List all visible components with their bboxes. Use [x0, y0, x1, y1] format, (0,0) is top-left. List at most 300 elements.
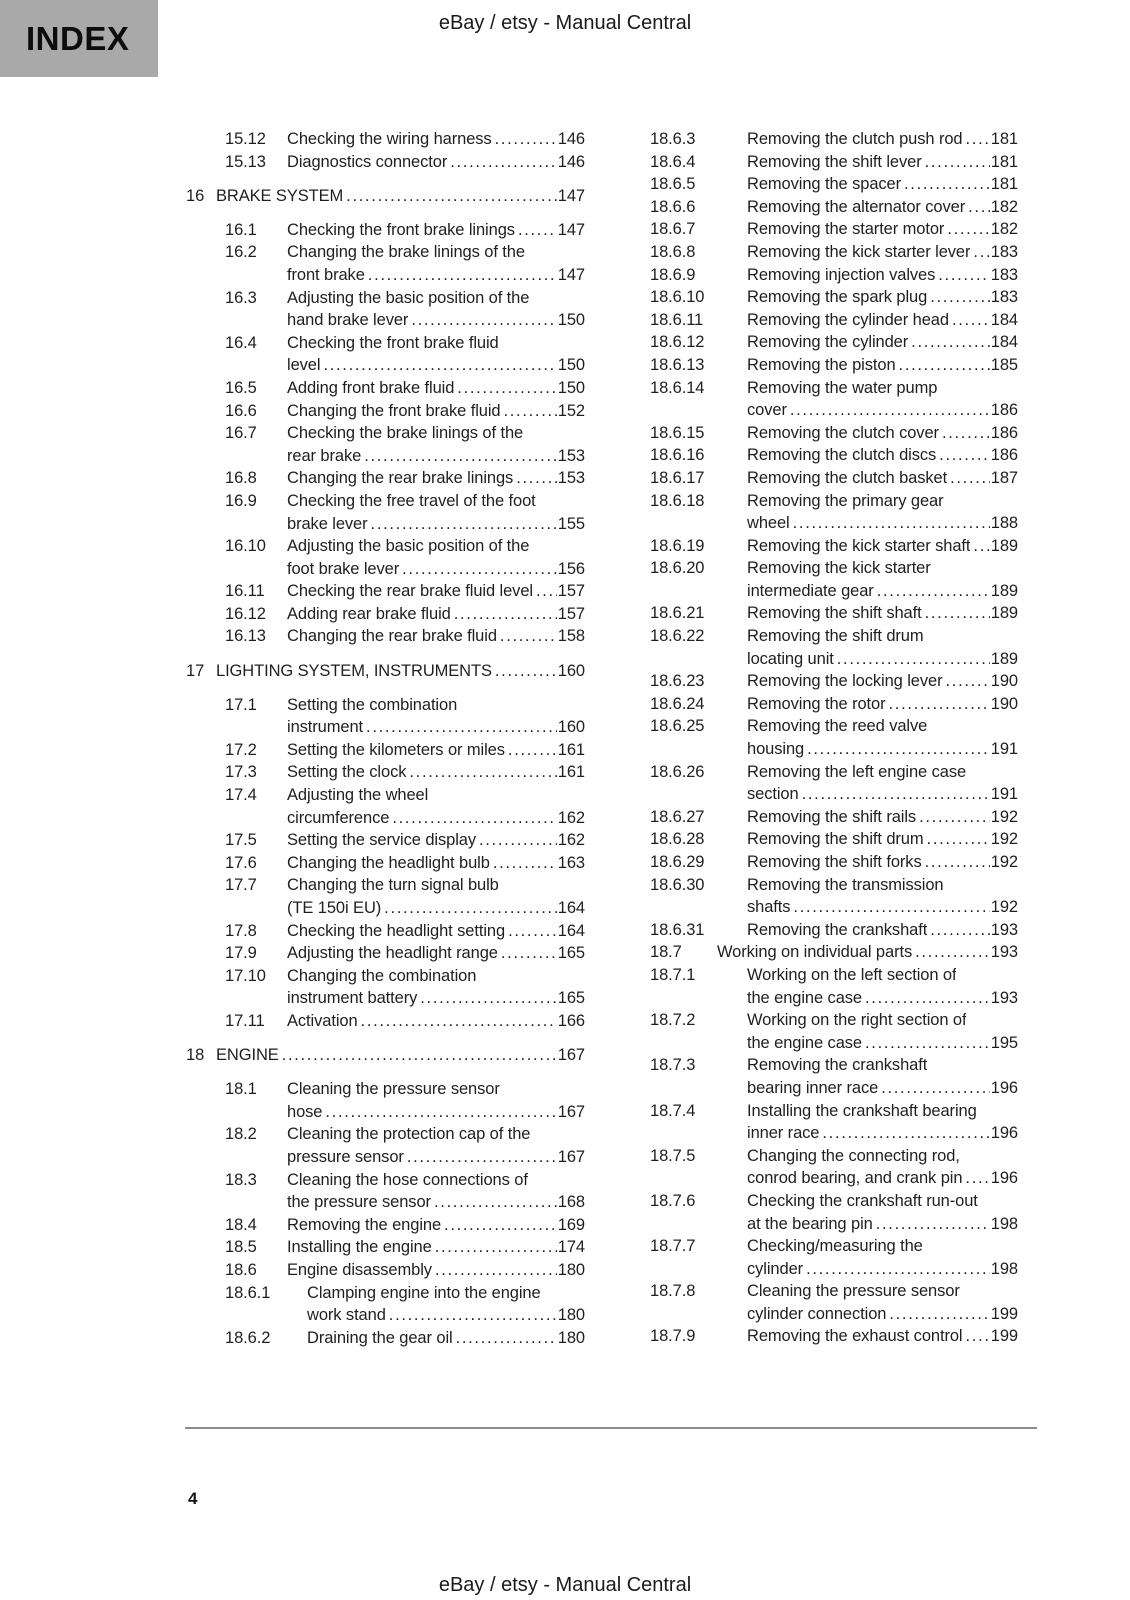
toc-entry-17.6 [225, 852, 585, 875]
dot-leader [878, 1077, 990, 1100]
toc-entry-18.6.29 [650, 851, 1018, 874]
toc-entry-number: 18.7.7 [650, 1237, 696, 1256]
toc-entry-16.8 [225, 467, 585, 490]
toc-entry-line [287, 1214, 585, 1237]
toc-entry-title: Removing the cylinder [747, 333, 909, 352]
toc-entry-title: Working on the left section of [747, 965, 957, 984]
footer-page-number: 4 [188, 1489, 198, 1508]
toc-entry-line [747, 919, 1018, 942]
toc-entry-body [747, 602, 1018, 625]
toc-entry-line [287, 354, 585, 377]
toc-entry-page: 160 [557, 718, 585, 737]
toc-entry-title: Setting the kilometers or miles [287, 740, 505, 759]
toc-entry-18.6.16 [650, 444, 1018, 467]
toc-entry-number: 18.6.17 [650, 468, 705, 487]
dot-leader [834, 648, 990, 671]
toc-entry-title: section [747, 785, 799, 804]
toc-entry-18.6.22 [650, 625, 1018, 670]
toc-entry-title: Setting the combination [287, 695, 458, 714]
toc-entry-number: 17.6 [225, 853, 257, 872]
toc-entry-title: Adding front brake fluid [287, 378, 455, 397]
toc-entry-page: 195 [990, 1033, 1018, 1052]
toc-entry-body [747, 1054, 1018, 1099]
toc-entry-title: Engine disassembly [287, 1260, 432, 1279]
toc-entry-number: 16 [186, 186, 205, 205]
toc-entry-title: Clamping engine into the engine [307, 1283, 541, 1302]
toc-entry-title: Removing the clutch cover [747, 423, 939, 442]
toc-entry-body [287, 400, 585, 423]
toc-entry-title: Removing the cylinder head [747, 310, 949, 329]
toc-entry-line [747, 580, 1018, 603]
toc-entry-number: 18 [186, 1046, 205, 1065]
toc-entry-title: Removing the spacer [747, 175, 902, 194]
dot-leader [896, 354, 990, 377]
toc-entry-18.6.30 [650, 874, 1018, 919]
toc-entry-17.11 [225, 1010, 585, 1033]
toc-entry-line [747, 377, 1018, 400]
toc-entry-body [287, 580, 585, 603]
toc-entry-title: Removing the kick starter [747, 559, 931, 578]
toc-entry-page: 187 [990, 468, 1018, 487]
dot-leader [365, 264, 557, 287]
dot-leader [476, 829, 557, 852]
toc-entry-title: inner race [747, 1124, 820, 1143]
dot-leader [505, 920, 557, 943]
toc-entry-number: 17 [186, 661, 205, 680]
toc-entry-line [287, 332, 585, 355]
toc-entry-17.1 [225, 694, 585, 739]
toc-entry-line [747, 512, 1018, 535]
toc-entry-18.7.6 [650, 1190, 1018, 1235]
toc-entry-line [747, 1009, 1018, 1032]
toc-entry-title: foot brake lever [287, 559, 400, 578]
toc-entry-number: 18.6.15 [650, 423, 705, 442]
toc-entry-18.6.4 [650, 151, 1018, 174]
toc-entry-16.10 [225, 535, 585, 580]
toc-entry-body [216, 1044, 585, 1067]
toc-entry-body [747, 1190, 1018, 1235]
toc-entry-line [287, 128, 585, 151]
toc-entry-line [747, 264, 1018, 287]
toc-entry-16.12 [225, 603, 585, 626]
toc-entry-page: 147 [557, 265, 585, 284]
toc-entry-number: 17.10 [225, 966, 266, 985]
dot-leader [935, 264, 990, 287]
toc-entry-page: 167 [557, 1046, 585, 1065]
toc-entry-page: 150 [557, 311, 585, 330]
toc-entry-line [747, 309, 1018, 332]
toc-entry-body [747, 173, 1018, 196]
toc-entry-page: 167 [557, 1147, 585, 1166]
toc-entry-title: Removing the clutch discs [747, 446, 937, 465]
toc-entry-page: 180 [557, 1260, 585, 1279]
toc-entry-title: intermediate gear [747, 581, 874, 600]
toc-entry-title: Setting the service display [287, 831, 476, 850]
toc-entry-18.4 [225, 1214, 585, 1237]
toc-entry-title: (TE 150i EU) [287, 899, 382, 917]
toc-entry-title: Removing the transmission [747, 875, 944, 894]
dot-leader [943, 670, 991, 693]
toc-entry-page: 183 [990, 265, 1018, 284]
dot-leader [939, 422, 990, 445]
toc-entry-page: 168 [557, 1193, 585, 1212]
toc-entry-16.13 [225, 625, 585, 648]
toc-entry-body [747, 286, 1018, 309]
toc-entry-number: 16.7 [225, 424, 257, 443]
toc-entry-body [747, 1325, 1018, 1348]
dot-leader [368, 513, 557, 536]
toc-entry-title: Removing the shift lever [747, 152, 922, 171]
toc-entry-line [747, 286, 1018, 309]
toc-entry-page: 161 [557, 740, 585, 759]
toc-entry-line [717, 941, 1018, 964]
toc-entry-title: Installing the engine [287, 1238, 432, 1257]
toc-entry-body [747, 467, 1018, 490]
toc-entry-title: the engine case [747, 1033, 863, 1052]
toc-entry-body [747, 964, 1018, 1009]
toc-entry-number: 18.6.16 [650, 446, 705, 465]
toc-entry-title: Draining the gear oil [307, 1328, 453, 1347]
toc-entry-18.6.11 [650, 309, 1018, 332]
toc-entry-page: 186 [990, 423, 1018, 442]
toc-entry-body [747, 218, 1018, 241]
toc-entry-page: 152 [557, 401, 585, 420]
toc-entry-line [747, 1325, 1018, 1348]
dot-leader [406, 761, 557, 784]
toc-entry-line [747, 399, 1018, 422]
dot-leader [441, 1214, 557, 1237]
toc-entry-title: shafts [747, 898, 791, 917]
toc-entry-line [287, 1191, 585, 1214]
toc-entry-number: 17.4 [225, 786, 257, 805]
toc-entry-body [307, 1282, 585, 1327]
toc-entry-number: 16.2 [225, 243, 257, 262]
toc-entry-17.4 [225, 784, 585, 829]
toc-entry-body [747, 241, 1018, 264]
toc-entry-number: 18.6.6 [650, 197, 696, 216]
toc-entry-line [747, 241, 1018, 264]
toc-entry-line [747, 490, 1018, 513]
toc-entry-15.13 [225, 151, 585, 174]
toc-entry-number: 16.13 [225, 627, 266, 646]
toc-entry-line [747, 964, 1018, 987]
dot-leader [873, 1213, 990, 1236]
toc-entry-line [747, 806, 1018, 829]
toc-entry-number: 18.7.9 [650, 1327, 696, 1346]
toc-entry-18.6.1 [225, 1282, 585, 1327]
toc-entry-title: Removing the shift shaft [747, 604, 922, 623]
toc-entry-line [287, 603, 585, 626]
dot-leader [322, 1101, 557, 1124]
toc-entry-body [287, 1214, 585, 1237]
dot-leader [908, 331, 990, 354]
toc-entry-body [287, 1259, 585, 1282]
toc-entry-number: 15.12 [225, 130, 266, 148]
dot-leader [358, 1010, 557, 1033]
toc-entry-line [287, 761, 585, 784]
toc-entry-title: cylinder [747, 1259, 804, 1278]
toc-entry-number: 18.7.2 [650, 1011, 696, 1030]
dot-leader [515, 219, 557, 242]
toc-entry-18.6.8 [650, 241, 1018, 264]
toc-entry-number: 15.13 [225, 152, 266, 171]
dot-leader [804, 738, 990, 761]
toc-entry-title: the pressure sensor [287, 1193, 431, 1212]
dot-leader [386, 1304, 557, 1327]
toc-entry-line [747, 1167, 1018, 1190]
toc-entry-number: 16.8 [225, 469, 257, 488]
toc-entry-body [287, 151, 585, 174]
dot-leader [451, 603, 557, 626]
toc-entry-body [287, 128, 585, 151]
toc-entry-line [287, 309, 585, 332]
toc-entry-number: 18.6.20 [650, 559, 705, 578]
toc-entry-page: 181 [990, 130, 1018, 148]
toc-entry-body [287, 287, 585, 332]
toc-entry-page: 189 [990, 581, 1018, 600]
toc-entry-16.9 [225, 490, 585, 535]
toc-entry-title: Setting the clock [287, 763, 407, 782]
dot-leader [886, 693, 990, 716]
toc-entry-number: 18.7.3 [650, 1056, 696, 1075]
toc-entry-body [287, 829, 585, 852]
dot-leader [381, 897, 557, 920]
toc-entry-body [287, 1123, 585, 1168]
toc-entry-page: 157 [557, 582, 585, 601]
toc-entry-title: front brake [287, 265, 365, 284]
toc-entry-number: 18.7.5 [650, 1146, 696, 1165]
dot-leader [320, 354, 557, 377]
toc-entry-title: Removing the rotor [747, 694, 886, 713]
toc-entry-title: Adjusting the basic position of the [287, 537, 530, 556]
toc-entry-18.6.23 [650, 670, 1018, 693]
toc-entry-page: 196 [990, 1124, 1018, 1143]
toc-entry-title: Removing the piston [747, 355, 896, 374]
toc-entry-18.7.3 [650, 1054, 1018, 1099]
toc-entry-number: 18.6.30 [650, 875, 705, 894]
toc-entry-line [287, 422, 585, 445]
toc-entry-line [747, 422, 1018, 445]
toc-entry-title: circumference [287, 808, 390, 827]
toc-entry-18.6.25 [650, 715, 1018, 760]
toc-entry-line [216, 185, 585, 208]
toc-entry-page: 161 [557, 763, 585, 782]
toc-entry-line [287, 287, 585, 310]
toc-entry-body [287, 625, 585, 648]
toc-entry-body [717, 941, 1018, 964]
toc-entry-line [747, 354, 1018, 377]
toc-entry-title: wheel [747, 514, 790, 533]
toc-entry-title: Changing the combination [287, 966, 477, 985]
toc-entry-title: hose [287, 1102, 323, 1121]
toc-entry-line [287, 829, 585, 852]
toc-entry-page: 196 [990, 1169, 1018, 1188]
toc-entry-line [747, 196, 1018, 219]
toc-entry-number: 18.6.28 [650, 830, 705, 849]
toc-entry-page: 164 [557, 899, 585, 917]
toc-entry-line [287, 264, 585, 287]
toc-entry-line [287, 1169, 585, 1192]
toc-entry-body [747, 535, 1018, 558]
toc-entry-title: Removing the clutch push rod [747, 130, 963, 148]
toc-entry-page: 192 [990, 853, 1018, 871]
toc-entry-body [287, 377, 585, 400]
toc-entry-number: 18.6.29 [650, 853, 705, 871]
toc-entry-title: Changing the brake linings of the [287, 243, 525, 262]
toc-entry-page: 191 [990, 785, 1018, 804]
toc-entry-line [747, 128, 1018, 151]
toc-entry-line [747, 1145, 1018, 1168]
toc-entry-line [287, 1010, 585, 1033]
toc-entry-page: 166 [557, 1011, 585, 1030]
toc-entry-page: 181 [990, 175, 1018, 194]
toc-entry-18.6.21 [650, 602, 1018, 625]
toc-entry-line [747, 896, 1018, 919]
toc-entry-number: 18.4 [225, 1215, 257, 1234]
toc-entry-title: Removing the left engine case [747, 762, 967, 781]
dot-leader [874, 580, 990, 603]
toc-entry-page: 155 [557, 514, 585, 533]
toc-entry-page: 193 [990, 943, 1018, 962]
toc-entry-body [747, 196, 1018, 219]
toc-entry-number: 18.6 [225, 1260, 257, 1279]
toc-entry-body [747, 625, 1018, 670]
toc-entry-line [747, 1190, 1018, 1213]
toc-entry-page: 192 [990, 807, 1018, 826]
toc-entry-line [747, 1213, 1018, 1236]
toc-entry-title: Checking the headlight setting [287, 921, 506, 940]
toc-entry-line [747, 1100, 1018, 1123]
toc-entry-title: Removing the exhaust control [747, 1327, 963, 1346]
dot-leader [787, 399, 990, 422]
toc-entry-line [287, 535, 585, 558]
toc-entry-title: hand brake lever [287, 311, 409, 330]
toc-entry-title: Adjusting the basic position of the [287, 288, 530, 307]
toc-entry-number: 18.6.12 [650, 333, 705, 352]
toc-entry-page: 188 [990, 514, 1018, 533]
dot-leader [947, 467, 990, 490]
toc-entry-16.6 [225, 400, 585, 423]
toc-entry-title: the engine case [747, 988, 863, 1007]
toc-entry-body [747, 806, 1018, 829]
toc-entry-line [287, 852, 585, 875]
toc-entry-title: LIGHTING SYSTEM, INSTRUMENTS [216, 661, 492, 680]
toc-entry-title: Removing the spark plug [747, 288, 928, 307]
toc-entry-body [287, 1010, 585, 1033]
toc-entry-16.3 [225, 287, 585, 332]
toc-entry-line [747, 851, 1018, 874]
toc-entry-page: 164 [557, 921, 585, 940]
toc-entry-line [307, 1327, 585, 1350]
toc-entry-number: 18.6.26 [650, 762, 705, 781]
toc-entry-number: 18.6.19 [650, 536, 705, 555]
toc-entry-line [747, 467, 1018, 490]
document-footer-title: eBay / etsy - Manual Central [438, 1574, 692, 1596]
toc-entry-18.6.5 [650, 173, 1018, 196]
toc-entry-page: 198 [990, 1214, 1018, 1233]
toc-entry-title: BRAKE SYSTEM [216, 186, 344, 205]
toc-entry-title: Checking the crankshaft run-out [747, 1191, 978, 1210]
toc-entry-number: 18.7.4 [650, 1101, 696, 1120]
dot-leader [389, 807, 557, 830]
dot-leader [862, 1032, 990, 1055]
toc-entry-page: 189 [990, 536, 1018, 555]
toc-entry-page: 165 [557, 989, 585, 1008]
toc-entry-line [747, 151, 1018, 174]
toc-entry-line [747, 1303, 1018, 1326]
dot-leader [924, 828, 990, 851]
toc-entry-16.1 [225, 219, 585, 242]
toc-entry-line [287, 513, 585, 536]
toc-entry-line [287, 694, 585, 717]
toc-entry-line [307, 1304, 585, 1327]
dot-leader [513, 467, 557, 490]
toc-entry-line [287, 920, 585, 943]
dot-leader [922, 851, 990, 874]
toc-entry-page: 182 [990, 220, 1018, 239]
dot-leader [963, 1325, 991, 1348]
toc-entry-body [287, 1169, 585, 1214]
toc-entry-line [287, 942, 585, 965]
toc-entry-title: Activation [287, 1011, 358, 1030]
toc-entry-body [747, 377, 1018, 422]
toc-entry-line [747, 874, 1018, 897]
toc-entry-line [747, 761, 1018, 784]
toc-entry-line [287, 467, 585, 490]
toc-entry-title: Removing the shift drum [747, 627, 924, 646]
toc-entry-line [287, 1146, 585, 1169]
toc-entry-page: 186 [990, 401, 1018, 420]
toc-entry-page: 157 [557, 604, 585, 623]
toc-entry-line [287, 625, 585, 648]
toc-entry-number: 17.5 [225, 831, 257, 850]
toc-entry-title: Adjusting the headlight range [287, 944, 498, 963]
dot-leader [949, 309, 990, 332]
toc-entry-16 [186, 185, 585, 208]
toc-entry-number: 17.2 [225, 740, 257, 759]
footer-divider [185, 1427, 1037, 1429]
toc-entry-line [747, 602, 1018, 625]
toc-entry-title: Removing the crankshaft [747, 920, 928, 939]
toc-entry-17.9 [225, 942, 585, 965]
toc-entry-line [747, 715, 1018, 738]
toc-entry-page: 180 [557, 1306, 585, 1325]
toc-entry-title: work stand [307, 1306, 386, 1325]
toc-entry-page: 153 [557, 469, 585, 488]
toc-entry-body [747, 828, 1018, 851]
toc-entry-page: 162 [557, 808, 585, 827]
toc-entry-page: 199 [990, 1327, 1018, 1346]
toc-entry-body [747, 851, 1018, 874]
toc-entry-number: 18.5 [225, 1238, 257, 1257]
toc-entry-line [287, 490, 585, 513]
toc-entry-number: 16.6 [225, 401, 257, 420]
toc-entry-title: housing [747, 740, 805, 759]
toc-entry-line [287, 1123, 585, 1146]
toc-entry-body [747, 874, 1018, 919]
toc-entry-number: 17.7 [225, 876, 257, 895]
toc-entry-line [287, 1236, 585, 1259]
dot-leader [936, 444, 990, 467]
toc-entry-title: Removing the engine [287, 1215, 442, 1234]
dot-leader [431, 1191, 557, 1214]
toc-entry-line [747, 1054, 1018, 1077]
toc-entry-17 [186, 660, 585, 683]
toc-entry-16.4 [225, 332, 585, 377]
toc-entry-18 [186, 1044, 585, 1067]
toc-entry-line [747, 670, 1018, 693]
toc-entry-number: 17.11 [225, 1011, 265, 1030]
